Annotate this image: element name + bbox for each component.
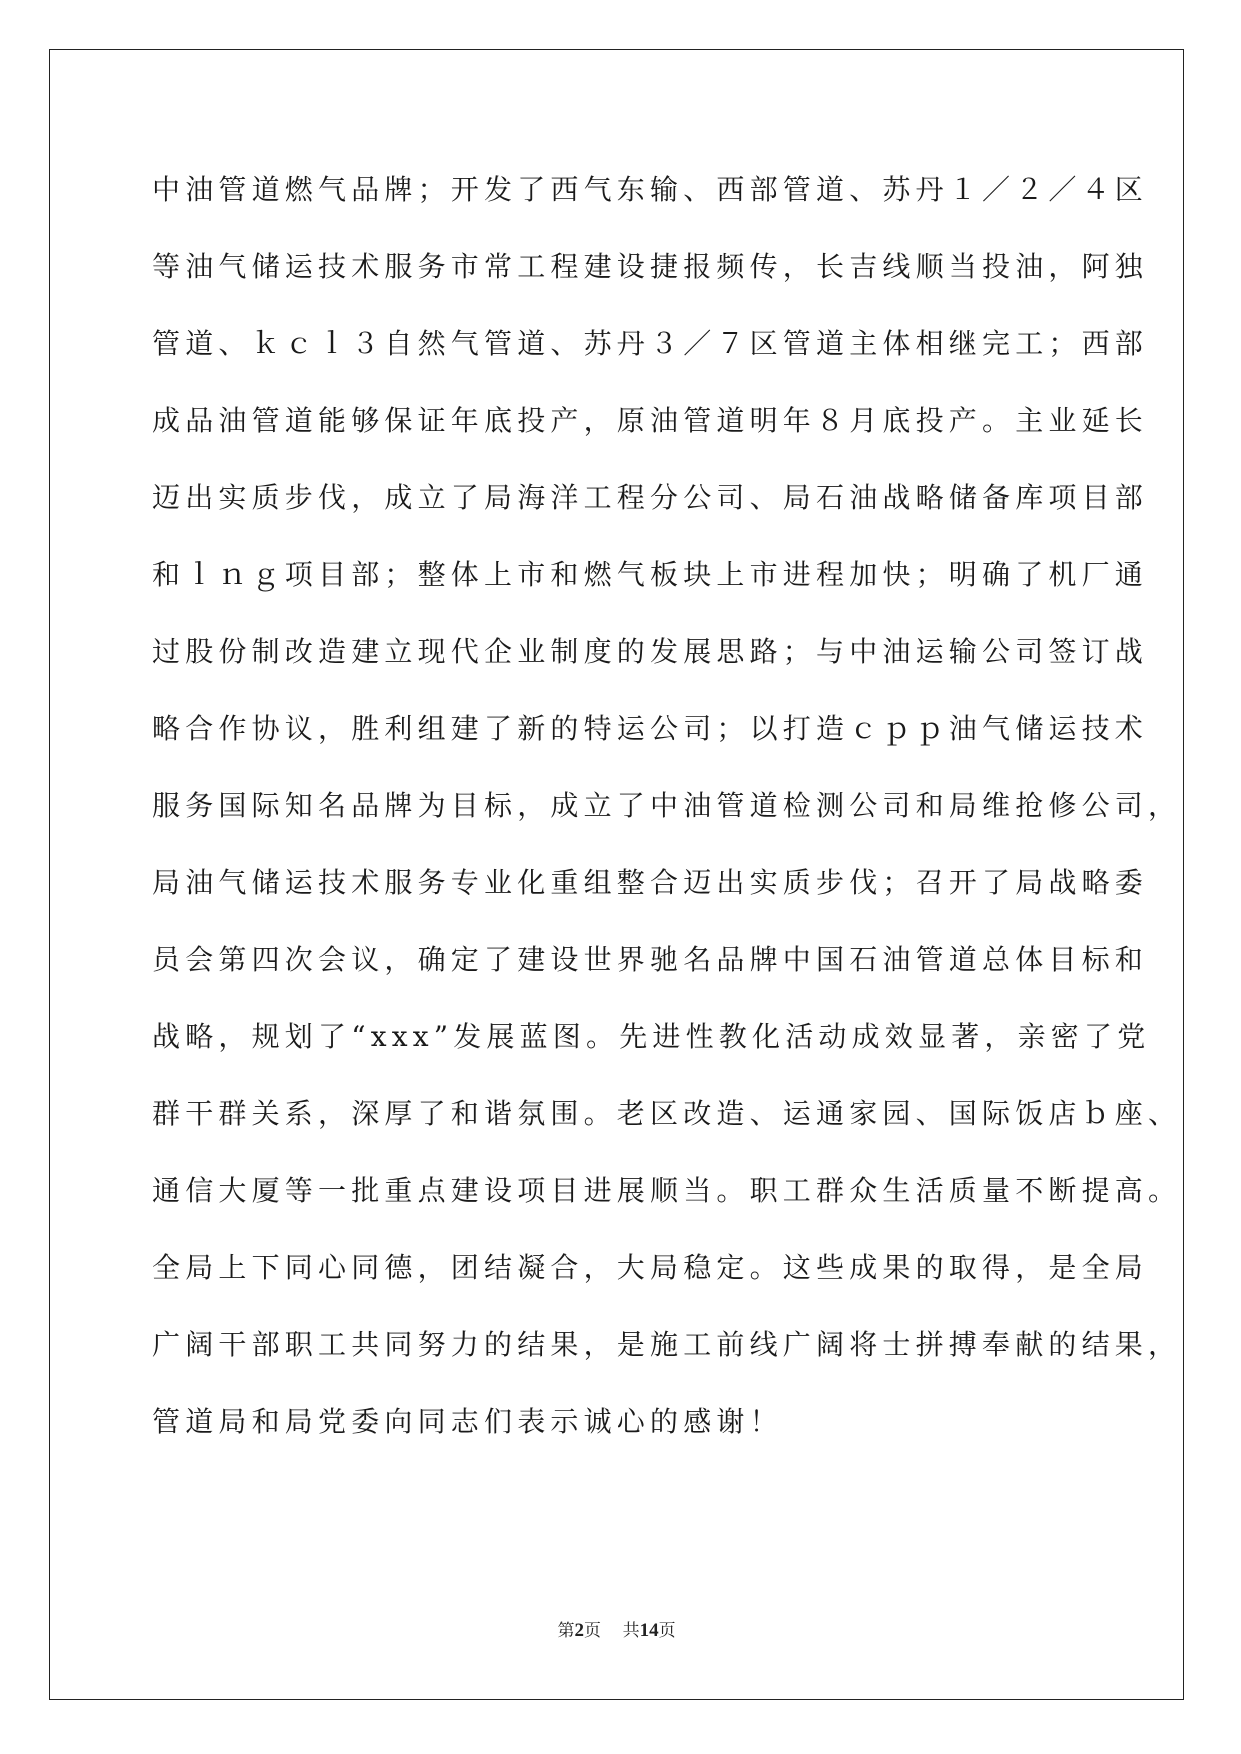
text-line: 和ｌｎｇ项目部；整体上市和燃气板块上市进程加快；明确了机厂通 <box>152 558 1149 591</box>
text-line: 广阔干部职工共同努力的结果，是施工前线广阔将士拼搏奉献的结果， <box>152 1328 1182 1361</box>
total-pages: 14 <box>639 1620 659 1641</box>
text-line: 全局上下同心同德，团结凝合，大局稳定。这些成果的取得，是全局 <box>152 1251 1149 1284</box>
text-line: 管道、ｋｃｌ３自然气管道、苏丹３／７区管道主体相继完工；西部 <box>152 327 1149 360</box>
text-line: 战略，规划了“xxx”发展蓝图。先进性教化活动成效显著，亲密了党 <box>152 1020 1151 1053</box>
text-line: 局油气储运技术服务专业化重组整合迈出实质步伐；召开了局战略委 <box>152 866 1149 899</box>
text-line: 成品油管道能够保证年底投产，原油管道明年８月底投产。主业延长 <box>152 404 1149 437</box>
page-footer <box>0 1620 1233 1642</box>
total-suffix: 页 <box>658 1621 676 1641</box>
text-line: 中油管道燃气品牌；开发了西气东输、西部管道、苏丹１／２／４区 <box>152 173 1149 206</box>
document-body <box>152 162 1182 1471</box>
text-line: 群干群关系，深厚了和谐氛围。老区改造、运通家园、国际饭店ｂ座、 <box>152 1097 1182 1130</box>
page-suffix: 页 <box>583 1621 601 1641</box>
total-prefix: 共 <box>622 1621 640 1641</box>
page-number: 2 <box>574 1620 584 1641</box>
text-line: 等油气储运技术服务市常工程建设捷报频传，长吉线顺当投油，阿独 <box>152 250 1149 283</box>
text-line: 服务国际知名品牌为目标，成立了中油管道检测公司和局维抢修公司， <box>152 789 1182 822</box>
text-line: 略合作协议，胜利组建了新的特运公司；以打造ｃｐｐ油气储运技术 <box>152 712 1149 745</box>
text-line: 迈出实质步伐，成立了局海洋工程分公司、局石油战略储备库项目部 <box>152 481 1149 514</box>
text-line: 员会第四次会议，确定了建设世界驰名品牌中国石油管道总体目标和 <box>152 943 1149 976</box>
text-line: 过股份制改造建立现代企业制度的发展思路；与中油运输公司签订战 <box>152 635 1149 668</box>
page-prefix: 第 <box>557 1621 575 1641</box>
text-line: 通信大厦等一批重点建设项目进展顺当。职工群众生活质量不断提高。 <box>152 1174 1182 1207</box>
text-line: 管道局和局党委向同志们表示诚心的感谢！ <box>152 1405 783 1438</box>
